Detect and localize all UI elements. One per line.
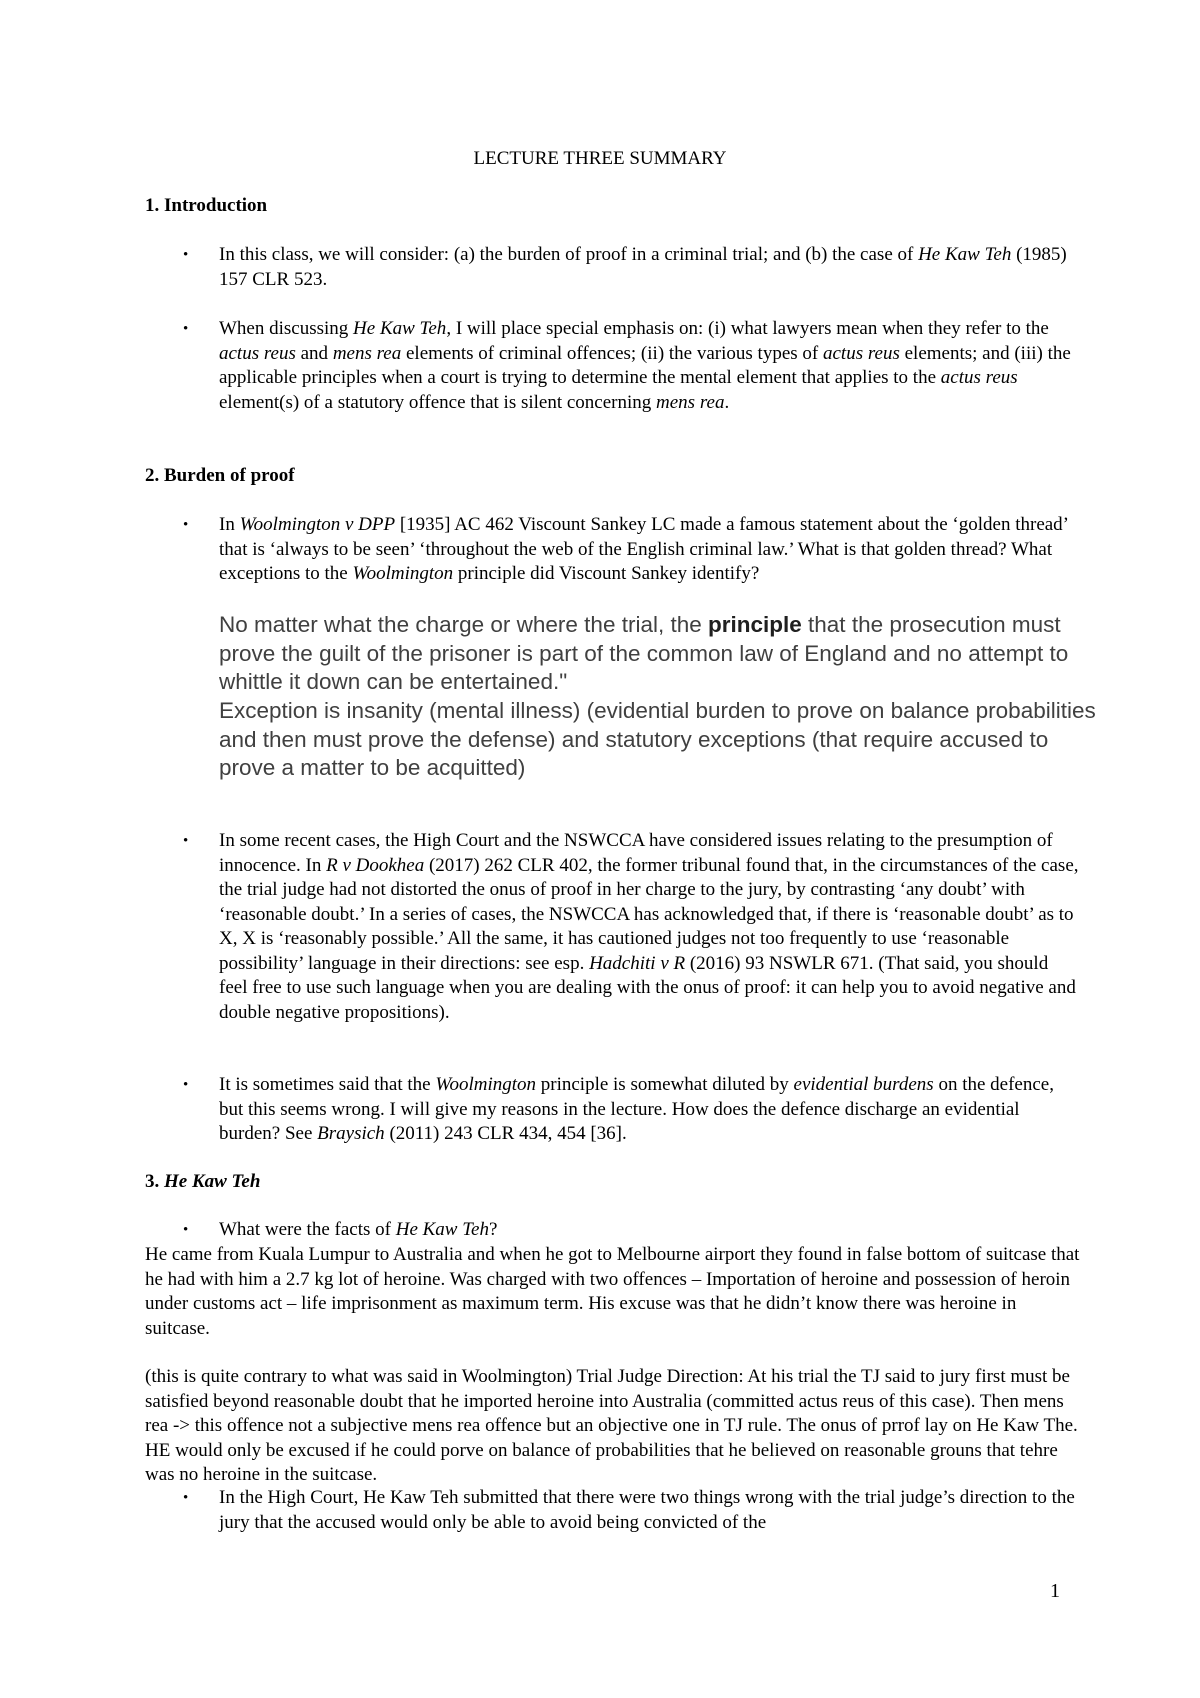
paragraph-evidential-burden: It is sometimes said that the Woolmington principle is somewhat diluted by evidential burdens on the defence, but this seems wrong. I will give my reasons in the lecture. How does the defence discharge an evidential burden? See Braysich (2011) 243 CLR 434, 454 [36]. — [219, 1074, 1054, 1144]
bullet-marker: • — [183, 1490, 189, 1506]
bullet-marker: • — [183, 833, 189, 849]
case-name: Hadchiti v R — [589, 952, 686, 974]
paragraph-facts-answer: He came from Kuala Lumpur to Australia and when he got to Melbourne airport they found in false bottom of suitcase that he had with him a 2.7 kg lot of heroine. Was charged with two offences – Importation of heroine and possession of heroin under customs act – life imprisonment as maximum term. His excuse was that he didn’t know there was heroine in suitcase. — [145, 1244, 1080, 1339]
paragraph-intro-2: When discussing He Kaw Teh, I will place special emphasis on: (i) what lawyers mean when they refer to the actus reus and mens rea elements of criminal offences; (ii) the various types of actus reus elements; and (iii) the applicable principles when a court is trying to determine the mental element that applies to the actus reus element(s) of a statutory offence that is silent concerning mens rea. — [219, 318, 1071, 413]
section-heading-burden-of-proof: 2. Burden of proof — [145, 465, 295, 486]
case-name: Woolmington — [352, 563, 454, 584]
case-name: He Kaw Teh — [395, 1219, 489, 1240]
student-note-exceptions: Exception is insanity (mental illness) (evidential burden to prove on balance probabilities and then must prove the defense) and statutory exceptions (that require accused to prove a matter to be acquitted) — [219, 698, 1096, 780]
paragraph-recent-cases: In some recent cases, the High Court and the NSWCCA have considered issues relating to the presumption of innocence. In R v Dookhea (2017) 262 CLR 402, the former tribunal found that, in the circumstances of the case, the trial judge had not distorted the onus of proof in her charge to the jury, by contrasting ‘any doubt’ with ‘reasonable doubt.’ In a series of cases, the NSWCCA has acknowledged that, if there is ‘reasonable doubt’ as to X, X is ‘reasonably possible.’ All the same, it has cautioned judges not too frequently to use ‘reasonable possibility’ language in their directions: see esp. Hadchiti v R (2016) 93 NSWLR 671. (That said, you should feel free to use such language when you are dealing with the onus of proof: it can help you to avoid negative and double negative propositions). — [219, 830, 1079, 1023]
case-name: Woolmington — [435, 1074, 536, 1095]
page-number: 1 — [1050, 1580, 1060, 1602]
bullet-marker: • — [183, 321, 189, 337]
case-name: R v Dookhea — [326, 854, 425, 876]
paragraph-woolmington: In Woolmington v DPP [1935] AC 462 Viscount Sankey LC made a famous statement about the ‘golden thread’ that is ‘always to be seen’ ‘throughout the web of the English criminal law.’ What is that golden thread? What exceptions to the Woolmington principle did Viscount Sankey identify? — [219, 514, 1068, 584]
bullet-marker: • — [183, 1222, 189, 1238]
paragraph-facts-question: What were the facts of He Kaw Teh? — [219, 1219, 498, 1240]
case-name: He Kaw Teh — [353, 318, 447, 339]
paragraph-trial-judge-direction: (this is quite contrary to what was said in Woolmington) Trial Judge Direction: At his trial the TJ said to jury first must be satisfied beyond reasonable doubt that he imported heroine into Australia (committed actus reus of this case). Then mens rea -> this offence not a subjective mens rea offence but an objective one in TJ rule. The onus of prrof lay on He Kaw The. HE would only be excused if he could porve on balance of probabilities that he believed on reasonable grouns that tehre was no heroine in the suitcase. — [145, 1366, 1078, 1485]
bullet-marker: • — [183, 1077, 189, 1093]
case-name: He Kaw Teh — [918, 244, 1012, 265]
bullet-marker: • — [183, 247, 189, 263]
document-title: LECTURE THREE SUMMARY — [473, 148, 727, 169]
bullet-marker: • — [183, 517, 189, 533]
case-name: Woolmington v DPP — [239, 514, 396, 535]
section-heading-he-kaw-teh: 3. He Kaw Teh — [145, 1171, 261, 1192]
paragraph-intro-1: In this class, we will consider: (a) the burden of proof in a criminal trial; and (b) the case of He Kaw Teh (1985) 157 CLR 523. — [219, 244, 1067, 290]
student-note-principle: No matter what the charge or where the trial, the principle that the prosecution must prove the guilt of the prisoner is part of the common law of England and no attempt to whittle it down can be entertained." — [219, 612, 1069, 694]
section-heading-introduction: 1. Introduction — [145, 195, 268, 216]
case-name: Braysich — [317, 1123, 385, 1144]
paragraph-high-court: In the High Court, He Kaw Teh submitted that there were two things wrong with the trial judge’s direction to the jury that the accused would only be able to avoid being convicted of the — [219, 1487, 1075, 1533]
